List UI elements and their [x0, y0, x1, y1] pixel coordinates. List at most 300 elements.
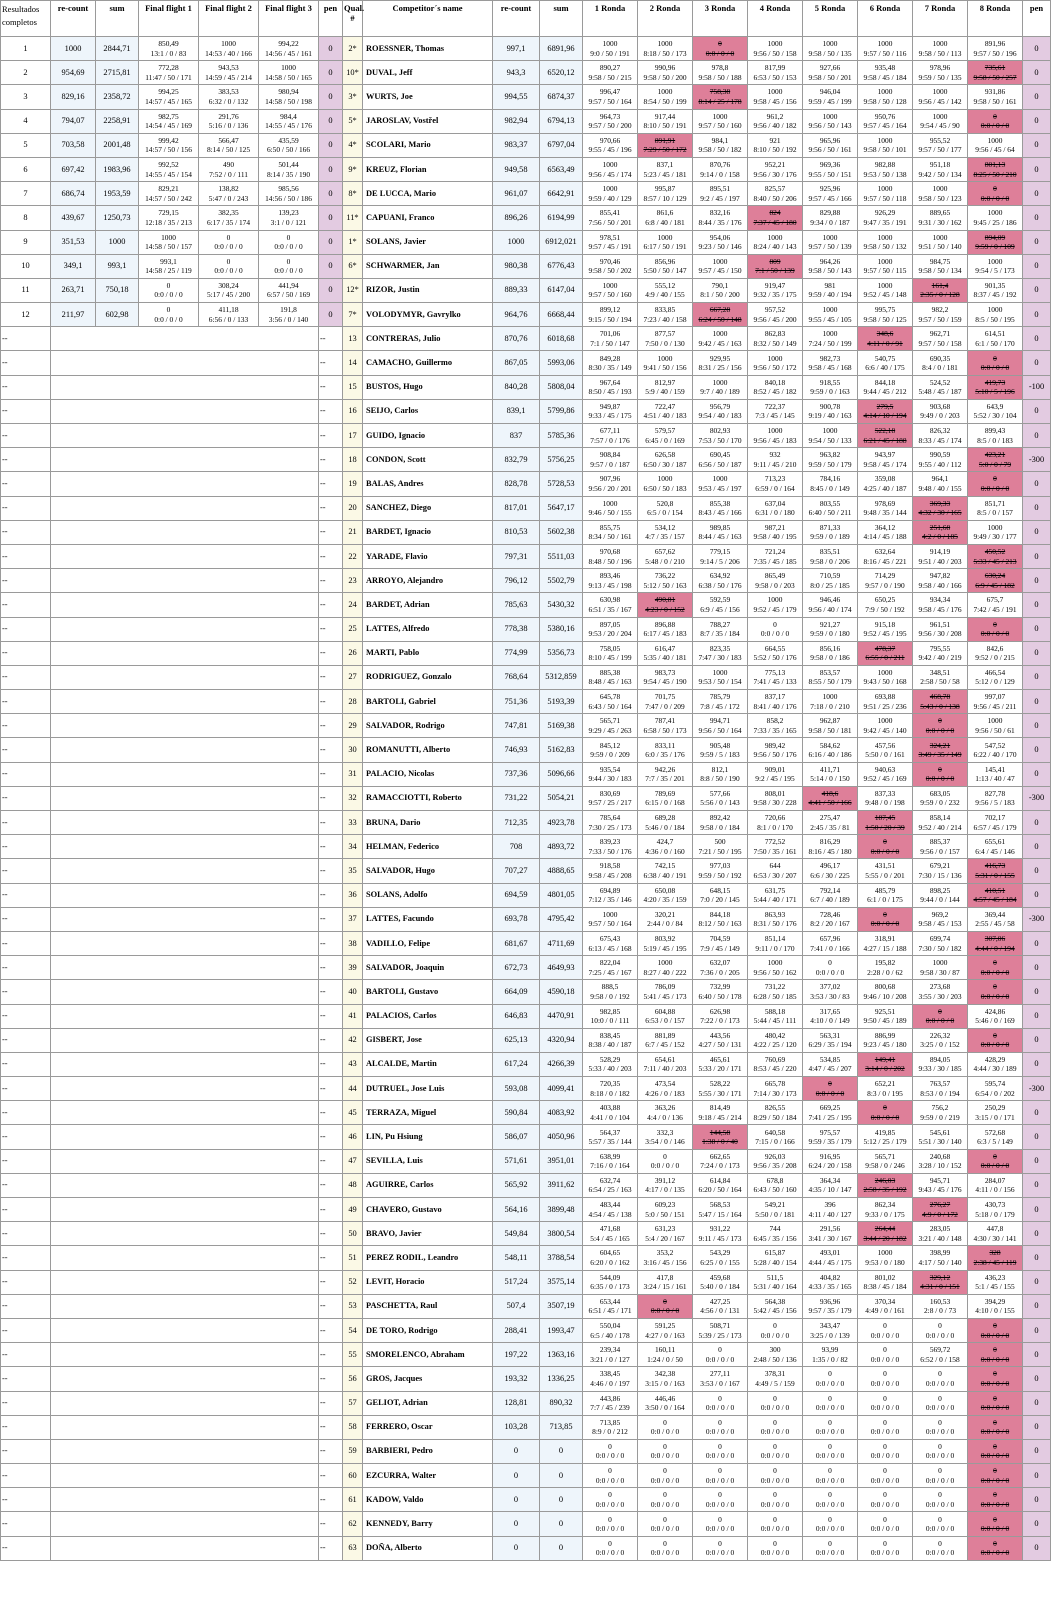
- qual-recount: 870,76: [493, 327, 540, 351]
- score-value: 895,51: [709, 184, 731, 194]
- header-cell: Competitor´s name: [363, 1, 493, 37]
- score-value: 1000: [877, 232, 893, 242]
- score-detail: 9:52 / 45 / 195: [863, 629, 907, 639]
- round-score: [638, 1149, 693, 1173]
- round-score: [638, 1367, 693, 1391]
- score-detail: 6:17 / 45 / 183: [643, 629, 687, 639]
- penalty: 0: [1023, 157, 1051, 181]
- score-detail: 6:7 / 40 / 189: [810, 895, 850, 905]
- final-empty: [51, 593, 319, 617]
- score-detail: 0:0 / 0 / 0: [815, 1427, 845, 1437]
- score-value: 957,52: [764, 305, 786, 315]
- final-sum: 2715,81: [96, 61, 139, 85]
- penalty: 0: [1023, 1464, 1051, 1488]
- final-recount: 351,53: [51, 230, 96, 254]
- score-detail: 0:0 / 0 / 0: [980, 1524, 1010, 1534]
- final-place: --: [1, 1222, 51, 1246]
- score-value: 634,92: [709, 571, 731, 581]
- score-value: 899,12: [599, 305, 621, 315]
- round-score-dropped: [638, 1294, 693, 1318]
- round-score: [803, 762, 858, 786]
- score-value: 961,2: [766, 111, 784, 121]
- score-value: 984,1: [711, 135, 729, 145]
- score-value: 0: [993, 353, 997, 363]
- score-value: 1000: [712, 474, 728, 484]
- score-value: 823,35: [709, 643, 731, 653]
- round-score: [968, 1101, 1023, 1125]
- score-detail: 9:43 / 50 / 168: [863, 677, 907, 687]
- score-detail: 0:0 / 0 / 0: [650, 1451, 680, 1461]
- round-score: [858, 956, 913, 980]
- round-score: [693, 351, 748, 375]
- final-place: --: [1, 593, 51, 617]
- score-detail: 9:59 / 0 / 189: [810, 532, 850, 542]
- score-value: 662,65: [709, 1151, 731, 1161]
- round-score: [583, 327, 638, 351]
- round-score: [858, 569, 913, 593]
- qualification-number: 38: [343, 931, 363, 955]
- score-detail: 6:8 / 40 / 181: [645, 217, 685, 227]
- score-detail: 9:55 / 50 / 151: [808, 169, 852, 179]
- score-detail: 8:2 / 20 / 167: [810, 919, 850, 929]
- header-cell: Final flight 3: [259, 1, 319, 37]
- round-score: [638, 956, 693, 980]
- round-score: [638, 37, 693, 61]
- table-row: [1, 811, 1051, 835]
- header-cell: Resultados completos: [1, 1, 51, 37]
- score-detail: 9:56 / 45 / 200: [753, 314, 797, 324]
- round-score-dropped: [858, 811, 913, 835]
- score-value: 93,99: [821, 1345, 839, 1355]
- score-value: 816,29: [819, 837, 841, 847]
- qualification-number: 25: [343, 617, 363, 641]
- round-score: [693, 1464, 748, 1488]
- score-value: 0: [993, 1345, 997, 1355]
- score-detail: 14:56 / 50 / 186: [265, 193, 312, 203]
- final-flight-score: [259, 230, 319, 254]
- final-empty: [51, 641, 319, 665]
- competitor-name: YARADE, Flavio: [363, 544, 493, 568]
- qualification-number: 20: [343, 496, 363, 520]
- round-score: [803, 472, 858, 496]
- score-detail: 9:48 / 0 / 198: [865, 798, 905, 808]
- score-value: 775,13: [764, 667, 786, 677]
- round-score: [693, 1198, 748, 1222]
- qualification-number: 5*: [343, 109, 363, 133]
- score-value: 473,54: [654, 1079, 676, 1089]
- score-value: 981: [824, 280, 836, 290]
- final-penalty-empty: --: [319, 1004, 343, 1028]
- round-score: [583, 907, 638, 931]
- round-score: [913, 1391, 968, 1415]
- score-value: 0: [773, 1321, 777, 1331]
- score-detail: 4:44 / 45 / 175: [808, 1257, 852, 1267]
- qualification-number: 18: [343, 448, 363, 472]
- score-detail: 2:8 / 0 / 73: [923, 1306, 957, 1316]
- score-value: 901,35: [984, 280, 1006, 290]
- table-row: [1, 61, 1051, 85]
- score-value: 935,48: [874, 63, 896, 73]
- score-value: 630,98: [599, 595, 621, 605]
- score-detail: 3:1 / 0 / 121: [270, 217, 307, 227]
- score-value: 977,03: [709, 861, 731, 871]
- score-detail: 6:54 / 0 / 202: [975, 1088, 1015, 1098]
- score-value: 989,85: [709, 522, 731, 532]
- round-score: [693, 907, 748, 931]
- score-value: 0: [993, 982, 997, 992]
- score-value: 447,8: [986, 1224, 1004, 1234]
- score-detail: 7:41 / 25 / 195: [808, 1112, 852, 1122]
- round-score: [583, 1149, 638, 1173]
- final-penalty-empty: --: [319, 1270, 343, 1294]
- round-score-dropped: [968, 931, 1023, 955]
- score-value: 984,4: [280, 111, 297, 121]
- qual-sum: 6018,68: [540, 327, 583, 351]
- qual-sum: 4923,78: [540, 811, 583, 835]
- final-recount: 697,42: [51, 157, 96, 181]
- score-detail: 6:24 / 50 / 148: [698, 314, 742, 324]
- score-value: 861,6: [656, 208, 674, 218]
- round-score: [858, 1270, 913, 1294]
- score-detail: 9:57 / 50 / 115: [863, 266, 907, 276]
- qual-sum: 5096,66: [540, 762, 583, 786]
- round-score: [638, 1439, 693, 1463]
- score-value: 744: [769, 1224, 781, 1234]
- score-value: 0: [883, 1490, 887, 1500]
- final-place: --: [1, 569, 51, 593]
- final-penalty: 0: [319, 109, 343, 133]
- score-detail: 8:37 / 45 / 192: [973, 290, 1017, 300]
- score-value: 849,28: [599, 353, 621, 363]
- score-detail: 9:54 / 40 / 183: [698, 411, 742, 421]
- round-score-dropped: [968, 1536, 1023, 1560]
- penalty: 0: [1023, 544, 1051, 568]
- round-score: [748, 303, 803, 327]
- round-score: [638, 1391, 693, 1415]
- round-score: [968, 1052, 1023, 1076]
- table-row: [1, 496, 1051, 520]
- round-score: [583, 206, 638, 230]
- score-value: 898,25: [929, 885, 951, 895]
- score-detail: 7:0 / 20 / 145: [700, 895, 740, 905]
- competitor-name: RAMACCIOTTI, Roberto: [363, 786, 493, 810]
- score-value: 689,28: [654, 813, 676, 823]
- final-flight-score: [199, 61, 259, 85]
- score-detail: 6:29 / 35 / 194: [808, 1040, 852, 1050]
- final-place: --: [1, 907, 51, 931]
- penalty: 0: [1023, 956, 1051, 980]
- penalty: 0: [1023, 109, 1051, 133]
- score-value: 0: [883, 1514, 887, 1524]
- score-detail: 9:14 / 0 / 158: [700, 169, 740, 179]
- qualification-number: 29: [343, 714, 363, 738]
- round-score: [693, 1270, 748, 1294]
- round-score: [638, 1270, 693, 1294]
- penalty: 0: [1023, 569, 1051, 593]
- round-score: [638, 1101, 693, 1125]
- score-detail: 5:42 / 45 / 156: [753, 1306, 797, 1316]
- score-detail: 6:56 / 0 / 133: [208, 314, 249, 324]
- final-penalty-empty: --: [319, 617, 343, 641]
- score-detail: 0:0 / 0 / 0: [870, 1403, 900, 1413]
- competitor-name: KADOW, Valdo: [363, 1488, 493, 1512]
- score-value: 139,23: [278, 208, 299, 218]
- score-detail: 4:20 / 35 / 159: [643, 895, 687, 905]
- score-detail: 9:46 / 50 / 155: [588, 508, 632, 518]
- round-score: [803, 230, 858, 254]
- score-detail: 9:41 / 50 / 156: [643, 363, 687, 373]
- score-detail: 7:57 / 0 / 176: [590, 435, 630, 445]
- score-value: 989,42: [764, 740, 786, 750]
- score-value: 722,37: [764, 401, 786, 411]
- score-value: 1000: [877, 184, 893, 194]
- score-detail: 11:47 / 50 / 171: [145, 72, 192, 82]
- score-value: 424,7: [656, 837, 674, 847]
- score-detail: 9:56 / 45 / 142: [918, 96, 962, 106]
- qual-sum: 3507,19: [540, 1294, 583, 1318]
- score-detail: 0:0 / 0 / 0: [815, 1548, 845, 1558]
- competitor-name: ROMANUTTI, Alberto: [363, 738, 493, 762]
- qual-sum: 6147,04: [540, 278, 583, 302]
- round-score-dropped: [913, 520, 968, 544]
- score-value: 604,88: [654, 1006, 676, 1016]
- score-detail: 0:0 / 0 / 0: [705, 1499, 735, 1509]
- round-score: [693, 980, 748, 1004]
- score-value: 0: [663, 1417, 667, 1427]
- round-score: [583, 1125, 638, 1149]
- score-value: 419,85: [874, 1127, 896, 1137]
- score-value: 457,56: [874, 740, 896, 750]
- score-value: 459,68: [709, 1272, 731, 1282]
- score-value: 1000: [712, 377, 728, 387]
- score-value: 803,92: [654, 934, 676, 944]
- round-score: [638, 1246, 693, 1270]
- round-score-dropped: [858, 1222, 913, 1246]
- score-detail: 5:12 / 25 / 179: [863, 1137, 907, 1147]
- competitor-name: SMORELENCO, Abraham: [363, 1343, 493, 1367]
- score-detail: 9:58 / 45 / 184: [863, 72, 907, 82]
- score-detail: 0:0 / 0 / 0: [760, 1475, 790, 1485]
- score-detail: 8:41 / 40 / 176: [753, 701, 797, 711]
- score-value: 918,55: [819, 377, 841, 387]
- score-detail: 0:0 / 0 / 0: [650, 1161, 680, 1171]
- round-score: [638, 351, 693, 375]
- penalty: 0: [1023, 835, 1051, 859]
- score-detail: 0:0 / 0 / 0: [214, 266, 243, 276]
- score-value: 398,99: [929, 1248, 951, 1258]
- qual-sum: 6874,37: [540, 85, 583, 109]
- final-place: --: [1, 690, 51, 714]
- score-value: 614,51: [984, 329, 1006, 339]
- round-score: [638, 690, 693, 714]
- final-place: --: [1, 1512, 51, 1536]
- score-detail: 8:8 / 50 / 190: [700, 774, 740, 784]
- score-detail: 6:50 / 30 / 187: [643, 459, 687, 469]
- score-detail: 9:56 / 20 / 201: [588, 483, 632, 493]
- round-score: [913, 617, 968, 641]
- score-value: 931,22: [709, 1224, 731, 1234]
- score-detail: 0:0 / 0 / 0: [595, 1451, 625, 1461]
- round-score: [638, 762, 693, 786]
- round-score: [968, 1270, 1023, 1294]
- score-detail: 4:46 / 0 / 197: [590, 1378, 630, 1388]
- score-value: 1000: [822, 305, 838, 315]
- score-value: 195,82: [874, 958, 896, 968]
- score-value: 404,82: [819, 1272, 841, 1282]
- score-detail: 8:27 / 40 / 222: [643, 967, 687, 977]
- round-score: [858, 883, 913, 907]
- qual-recount: 994,55: [493, 85, 540, 109]
- score-value: 648,15: [709, 885, 731, 895]
- score-detail: 9:58 / 50 / 182: [698, 145, 742, 155]
- score-detail: 8:38 / 45 / 184: [863, 1282, 907, 1292]
- table-row: [1, 1294, 1051, 1318]
- round-score: [748, 544, 803, 568]
- round-score: [693, 617, 748, 641]
- score-detail: 1:50 / 20 / 39: [865, 822, 905, 832]
- score-value: 160,53: [929, 1296, 951, 1306]
- final-empty: [51, 569, 319, 593]
- score-detail: 8:44 / 45 / 163: [698, 532, 742, 542]
- final-recount: 703,58: [51, 133, 96, 157]
- qualification-number: 55: [343, 1343, 363, 1367]
- score-detail: 7:14 / 30 / 173: [753, 1088, 797, 1098]
- competitor-name: BARTOLI, Gabriel: [363, 690, 493, 714]
- round-score: [858, 665, 913, 689]
- score-value: 0: [938, 716, 942, 726]
- round-score: [693, 1367, 748, 1391]
- header-row: [1, 1, 1051, 37]
- score-value: 858,14: [929, 813, 951, 823]
- final-penalty: 0: [319, 85, 343, 109]
- score-value: 763,57: [929, 1079, 951, 1089]
- round-score: [693, 786, 748, 810]
- round-score: [583, 714, 638, 738]
- score-value: 1000: [221, 39, 236, 49]
- round-score: [968, 1173, 1023, 1197]
- round-score: [638, 544, 693, 568]
- round-score: [803, 1173, 858, 1197]
- round-score: [693, 665, 748, 689]
- score-value: 1000: [822, 232, 838, 242]
- final-flight-score: [139, 157, 199, 181]
- score-value: 544,09: [599, 1272, 621, 1282]
- score-value: 970,68: [599, 547, 621, 557]
- score-detail: 9:59 / 45 / 199: [808, 96, 852, 106]
- qual-sum: 4711,69: [540, 931, 583, 955]
- round-score: [638, 883, 693, 907]
- round-score: [968, 206, 1023, 230]
- score-detail: 6:17 / 50 / 191: [643, 242, 687, 252]
- score-detail: 8:4 / 0 / 181: [922, 363, 958, 373]
- round-score: [803, 931, 858, 955]
- score-value: 830,69: [599, 788, 621, 798]
- final-empty: [51, 956, 319, 980]
- score-value: 427,25: [709, 1296, 731, 1306]
- round-score: [748, 569, 803, 593]
- score-value: 545,61: [929, 1127, 951, 1137]
- score-value: 446,46: [654, 1393, 676, 1403]
- qualification-number: 28: [343, 690, 363, 714]
- table-row: [1, 206, 1051, 230]
- final-empty: [51, 907, 319, 931]
- round-score: [583, 254, 638, 278]
- score-value: 1000: [712, 111, 728, 121]
- competitor-name: BRUNA, Dario: [363, 811, 493, 835]
- round-score-dropped: [968, 544, 1023, 568]
- round-score-dropped: [968, 883, 1023, 907]
- score-detail: 9:56 / 30 / 176: [753, 169, 797, 179]
- final-place: 1: [1, 37, 51, 61]
- score-detail: 0:0 / 0 / 0: [650, 1475, 680, 1485]
- score-value: 835,51: [819, 547, 841, 557]
- round-score: [583, 762, 638, 786]
- qualification-number: 34: [343, 835, 363, 859]
- qual-recount: 0: [493, 1439, 540, 1463]
- round-score: [803, 496, 858, 520]
- penalty: 0: [1023, 665, 1051, 689]
- score-value: 822,04: [599, 958, 621, 968]
- score-value: 729,15: [158, 208, 179, 218]
- final-penalty-empty: --: [319, 1125, 343, 1149]
- penalty: 0: [1023, 1318, 1051, 1342]
- penalty: 0: [1023, 351, 1051, 375]
- score-detail: 0:0 / 0 / 0: [980, 1548, 1010, 1558]
- penalty: 0: [1023, 1222, 1051, 1246]
- score-detail: 4:47 / 45 / 207: [808, 1064, 852, 1074]
- score-detail: 9:11 / 45 / 173: [698, 1233, 742, 1243]
- score-detail: 7:15 / 0 / 166: [755, 1137, 795, 1147]
- header-cell: 3 Ronda: [693, 1, 748, 37]
- round-score: [858, 1246, 913, 1270]
- score-value: 0: [663, 1538, 667, 1548]
- score-detail: 8:53 / 0 / 194: [920, 1088, 960, 1098]
- score-detail: 1:38 / 0 / 40: [702, 1137, 738, 1147]
- score-value: 932: [769, 450, 781, 460]
- round-score: [803, 569, 858, 593]
- qual-sum: 5356,73: [540, 641, 583, 665]
- score-detail: 7:3 / 45 / 145: [755, 411, 795, 421]
- score-value: 616,47: [654, 643, 676, 653]
- penalty: 0: [1023, 133, 1051, 157]
- score-detail: 0:0 / 0 / 0: [595, 1499, 625, 1509]
- score-value: 637,04: [764, 498, 786, 508]
- round-score: [638, 714, 693, 738]
- score-detail: 14:57 / 50 / 156: [145, 145, 192, 155]
- score-detail: 8:45 / 0 / 149: [810, 483, 850, 493]
- score-detail: 5:56 / 0 / 143: [700, 798, 740, 808]
- score-detail: 0:0 / 0 / 0: [154, 290, 183, 300]
- score-detail: 8:57 / 10 / 129: [643, 193, 687, 203]
- final-empty: [51, 931, 319, 955]
- score-detail: 4:41 / 0 / 104: [590, 1112, 630, 1122]
- score-value: 324,21: [929, 740, 951, 750]
- qual-recount: 1000: [493, 230, 540, 254]
- score-value: 919,47: [764, 280, 786, 290]
- score-value: 645,78: [599, 692, 621, 702]
- penalty: -300: [1023, 448, 1051, 472]
- score-detail: 4:17 / 50 / 140: [918, 1257, 962, 1267]
- score-detail: 5:48 / 45 / 187: [918, 387, 962, 397]
- score-value: 742,15: [654, 861, 676, 871]
- penalty: 0: [1023, 496, 1051, 520]
- qualification-number: 7*: [343, 303, 363, 327]
- qual-sum: 5756,25: [540, 448, 583, 472]
- score-value: 881,89: [654, 1030, 676, 1040]
- qual-sum: 5511,03: [540, 544, 583, 568]
- round-score: [913, 1173, 968, 1197]
- round-score-dropped: [638, 133, 693, 157]
